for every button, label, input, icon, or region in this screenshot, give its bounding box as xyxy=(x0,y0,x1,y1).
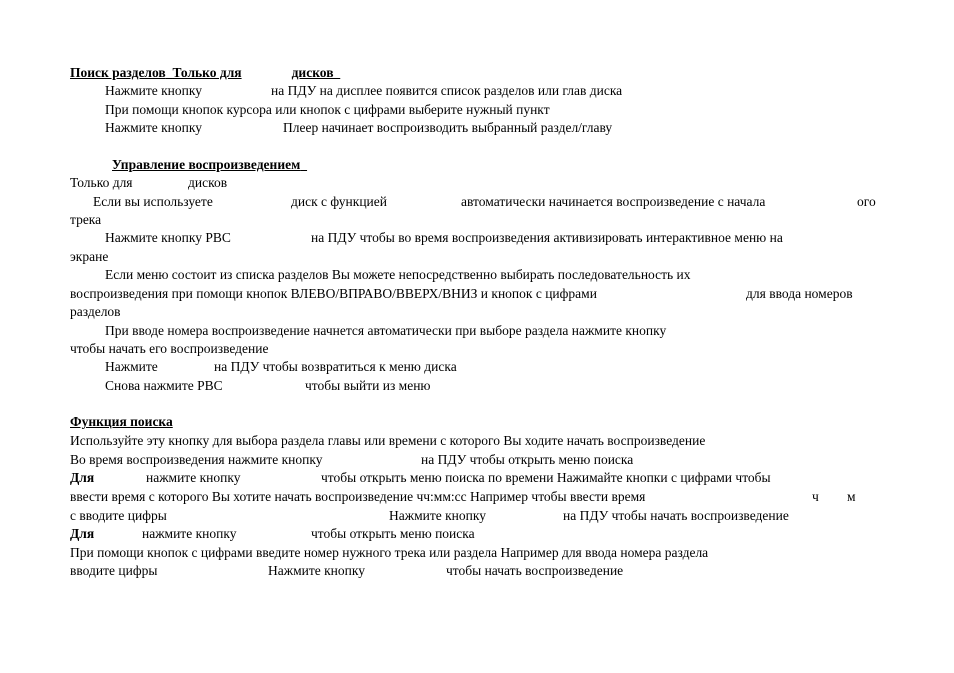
section2-p5-b: на ПДУ чтобы возвратиться к меню диска xyxy=(214,359,457,374)
section2-p6-a: Снова нажмите PBC xyxy=(105,378,223,393)
section3-l7: При помощи кнопок с цифрами введите номер нужного трека или раздела Например для ввода номера раздела xyxy=(70,545,709,560)
section3-title: Функция поиска xyxy=(70,414,173,429)
section2-p2-c: экране xyxy=(70,249,109,264)
section2-heading xyxy=(70,157,307,173)
section2-p6-b: чтобы выйти из меню xyxy=(305,378,431,393)
section3-l1: Используйте эту кнопку для выбора раздела главы или времени с которого Вы ходите начать воспроизведение xyxy=(70,433,706,448)
section3-l5-c: на ПДУ чтобы начать воспроизведение xyxy=(563,508,789,523)
section1-line2: При помощи кнопок курсора или кнопок с цифрами выберите нужный пункт xyxy=(105,102,550,117)
section1-line3-b: Плеер начинает воспроизводить выбранный раздел/главу xyxy=(283,120,613,135)
section3-l4-b: ч xyxy=(812,489,819,504)
section2-title: Управление воспроизведением xyxy=(112,157,301,172)
section1-title-c: дисков xyxy=(291,65,334,80)
section3-l8-a: вводите цифры xyxy=(70,563,158,578)
section3-l6-c: чтобы открыть меню поиска xyxy=(311,526,475,541)
section2-p1-d: ого xyxy=(857,194,876,209)
section2-p3-d: разделов xyxy=(70,304,121,319)
section3-l4-c: м xyxy=(847,489,856,504)
section3-l8-b: Нажмите кнопку xyxy=(268,563,365,578)
section3-l5-a: с вводите цифры xyxy=(70,508,167,523)
section1-title-a: Поиск разделов xyxy=(70,65,166,80)
section2-p1-a: Если вы используете xyxy=(93,194,213,209)
section1-line1-b: на ПДУ на дисплее появится список разделов или глав диска xyxy=(271,83,623,98)
section2-p3-c: для ввода номеров xyxy=(746,286,853,301)
section3-l3-a: Для xyxy=(70,470,95,485)
section2-p4-b: чтобы начать его воспроизведение xyxy=(70,341,269,356)
section3-l3-c: чтобы открыть меню поиска по времени Нажимайте кнопки с цифрами чтобы xyxy=(321,470,771,485)
section2-subtitle-b: дисков xyxy=(188,175,228,190)
section2-p2-a: Нажмите кнопку PBC xyxy=(105,230,231,245)
section2-p2-b: на ПДУ чтобы во время воспроизведения активизировать интерактивное меню на xyxy=(311,230,783,245)
section3-l5-b: Нажмите кнопку xyxy=(389,508,486,523)
section3-l2-a: Во время воспроизведения нажмите кнопку xyxy=(70,452,323,467)
section3-l6-b: нажмите кнопку xyxy=(142,526,237,541)
section1-line3-a: Нажмите кнопку xyxy=(105,120,202,135)
section1-line1-a: Нажмите кнопку xyxy=(105,83,202,98)
section2-p1-b: диск с функцией xyxy=(291,194,387,209)
section3-l8-c: чтобы начать воспроизведение xyxy=(446,563,624,578)
section3-heading xyxy=(70,414,226,430)
section2-p3-a: Если меню состоит из списка разделов Вы можете непосредственно выбирать последовательность их xyxy=(105,267,691,282)
section1-title-b: Только для xyxy=(172,65,242,80)
section3-l6-a: Для xyxy=(70,526,95,541)
section2-p4-a: При вводе номера воспроизведение начнется автоматически при выборе раздела нажмите кнопку xyxy=(105,323,667,338)
section3-l3-b: нажмите кнопку xyxy=(146,470,241,485)
section2-subtitle-a: Только для xyxy=(70,175,133,190)
section1-heading xyxy=(70,65,376,81)
section2-p5-a: Нажмите xyxy=(105,359,158,374)
section3-l4-a: ввести время с которого Вы хотите начать воспроизведение чч:мм:сс Например чтобы ввести время xyxy=(70,489,646,504)
section2-p1-e: трека xyxy=(70,212,102,227)
section2-p3-b: воспроизведения при помощи кнопок ВЛЕВО/ВПРАВО/ВВЕРХ/ВНИЗ и кнопок с цифрами xyxy=(70,286,597,301)
section2-p1-c: автоматически начинается воспроизведение с начала xyxy=(461,194,766,209)
section3-l2-b: на ПДУ чтобы открыть меню поиска xyxy=(421,452,634,467)
